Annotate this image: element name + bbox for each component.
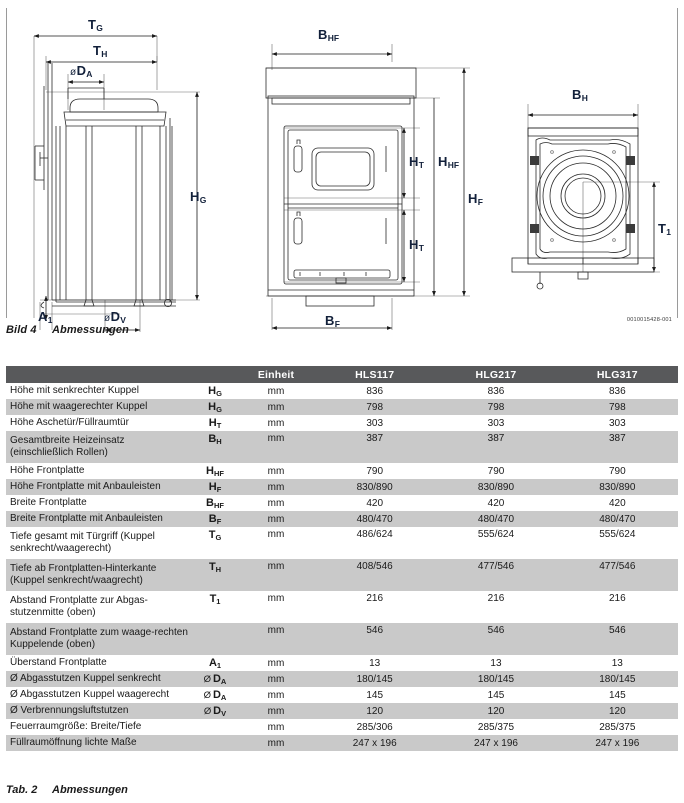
cell-symbol [192, 623, 238, 655]
cell-unit: mm [238, 527, 314, 559]
cell-description: Überstand Frontplatte [6, 655, 192, 671]
header-model-hlg317: HLG317 [557, 366, 678, 383]
cell-description: Abstand Frontplatte zum waage-rechten Kuppelende (oben) [6, 623, 192, 655]
cell-value-hls117: 387 [314, 431, 435, 463]
cell-description: Ø Verbrennungsluftstutzen [6, 703, 192, 719]
cell-symbol: $H_F$ [192, 479, 238, 495]
cell-value-hlg317: 145 [557, 687, 678, 703]
table-row [6, 431, 678, 463]
cell-value-hlg217: 145 [435, 687, 556, 703]
dim-label-bhf: $B_{HF}$ [318, 27, 340, 43]
cell-symbol: $T_1$ [192, 591, 238, 623]
table-caption-number: Tab. 2 [6, 784, 38, 796]
cell-value-hlg217: 477/546 [435, 559, 556, 591]
dim-label-bh: $B_H$ [572, 87, 588, 103]
cell-description: Ø Abgasstutzen Kuppel waagerecht [6, 687, 192, 703]
cell-value-hlg217: 285/375 [435, 719, 556, 735]
cell-value-hlg217: 830/890 [435, 479, 556, 495]
dim-label-hf: $H_F$ [468, 191, 483, 207]
cell-value-hlg317: 830/890 [557, 479, 678, 495]
cell-unit: mm [238, 559, 314, 591]
dim-label-hhf: $H_{HF}$ [438, 154, 460, 170]
table-body [6, 383, 678, 751]
table-row [6, 671, 678, 687]
table-caption [6, 784, 128, 796]
dim-label-ht-upper: $H_T$ [409, 154, 424, 170]
cell-value-hlg317: 247 x 196 [557, 735, 678, 751]
cell-value-hlg317: 836 [557, 383, 678, 399]
cell-unit: mm [238, 655, 314, 671]
technical-drawing-figure [0, 0, 684, 345]
cell-value-hlg317: 790 [557, 463, 678, 479]
figure-caption-number: Bild 4 [6, 324, 37, 336]
dim-label-a1: $A_1$ [38, 309, 53, 325]
cell-description: Abstand Frontplatte zur Abgas-stutzenmitte (oben) [6, 591, 192, 623]
cell-unit: mm [238, 415, 314, 431]
cell-value-hlg317: 216 [557, 591, 678, 623]
cell-description: Füllraumöffnung lichte Maße [6, 735, 192, 751]
cell-value-hls117: 836 [314, 383, 435, 399]
table-row [6, 399, 678, 415]
table-row [6, 735, 678, 751]
cell-unit: mm [238, 431, 314, 463]
cell-value-hls117: 120 [314, 703, 435, 719]
cell-symbol: Ø $D_A$ [192, 687, 238, 703]
cell-value-hlg217: 247 x 196 [435, 735, 556, 751]
table-row [6, 655, 678, 671]
cell-value-hls117: 285/306 [314, 719, 435, 735]
dim-label-hg: $H_G$ [190, 189, 207, 205]
table-row [6, 383, 678, 399]
cell-value-hls117: 303 [314, 415, 435, 431]
cell-value-hlg217: 303 [435, 415, 556, 431]
cell-description: Feuerraumgröße: Breite/Tiefe [6, 719, 192, 735]
dimensions-table [6, 366, 678, 751]
cell-symbol: $B_{HF}$ [192, 495, 238, 511]
dim-label-dv: $øD_V$ [104, 309, 126, 325]
cell-value-hlg217: 120 [435, 703, 556, 719]
cell-description: Tiefe ab Frontplatten-Hinterkante (Kuppel senkrecht/waagrecht) [6, 559, 192, 591]
cell-value-hlg317: 303 [557, 415, 678, 431]
drawing-code: 0010015428-001 [626, 317, 672, 323]
cell-description: Gesamtbreite Heizeinsatz (einschließlich Rollen) [6, 431, 192, 463]
cell-description: Höhe Frontplatte mit Anbauleisten [6, 479, 192, 495]
cell-value-hls117: 13 [314, 655, 435, 671]
cell-value-hlg217: 180/145 [435, 671, 556, 687]
cell-value-hls117: 420 [314, 495, 435, 511]
cell-value-hlg317: 120 [557, 703, 678, 719]
table-row [6, 479, 678, 495]
cell-symbol: $T_H$ [192, 559, 238, 591]
table-row [6, 415, 678, 431]
table-header-row [6, 366, 678, 383]
cell-value-hlg317: 477/546 [557, 559, 678, 591]
header-description [6, 366, 192, 383]
cell-value-hlg317: 546 [557, 623, 678, 655]
cell-value-hlg317: 480/470 [557, 511, 678, 527]
cell-description: Höhe Aschetür/Füllraumtür [6, 415, 192, 431]
cell-unit: mm [238, 687, 314, 703]
cell-value-hlg217: 798 [435, 399, 556, 415]
cell-symbol: $H_T$ [192, 415, 238, 431]
header-model-hlg217: HLG217 [435, 366, 556, 383]
cell-description: Höhe mit waagerechter Kuppel [6, 399, 192, 415]
cell-unit: mm [238, 591, 314, 623]
cell-value-hlg217: 555/624 [435, 527, 556, 559]
cell-unit: mm [238, 623, 314, 655]
cell-unit: mm [238, 735, 314, 751]
cell-description: Tiefe gesamt mit Türgriff (Kuppel senkrecht/waagerecht) [6, 527, 192, 559]
cell-description: Breite Frontplatte [6, 495, 192, 511]
cell-value-hls117: 798 [314, 399, 435, 415]
table-header [6, 366, 678, 383]
table-row [6, 527, 678, 559]
cell-description: Höhe Frontplatte [6, 463, 192, 479]
cell-symbol: Ø $D_V$ [192, 703, 238, 719]
table-row [6, 687, 678, 703]
cell-value-hlg317: 555/624 [557, 527, 678, 559]
figure-caption [6, 324, 129, 336]
table-row [6, 703, 678, 719]
cell-value-hls117: 480/470 [314, 511, 435, 527]
dim-label-tg: $T_G$ [88, 17, 103, 33]
cell-symbol: $B_H$ [192, 431, 238, 463]
table-row [6, 719, 678, 735]
cell-value-hls117: 830/890 [314, 479, 435, 495]
cell-symbol: $H_{HF}$ [192, 463, 238, 479]
table-row [6, 559, 678, 591]
cell-value-hls117: 546 [314, 623, 435, 655]
cell-description: Breite Frontplatte mit Anbauleisten [6, 511, 192, 527]
dimensions-table-wrapper [6, 366, 678, 751]
cell-value-hlg317: 798 [557, 399, 678, 415]
cell-symbol: Ø $D_A$ [192, 671, 238, 687]
cell-value-hlg217: 420 [435, 495, 556, 511]
cell-unit: mm [238, 703, 314, 719]
cell-unit: mm [238, 383, 314, 399]
cell-symbol: $T_G$ [192, 527, 238, 559]
table-row [6, 623, 678, 655]
cell-unit: mm [238, 671, 314, 687]
cell-unit: mm [238, 495, 314, 511]
header-model-hls117: HLS117 [314, 366, 435, 383]
cell-value-hls117: 216 [314, 591, 435, 623]
cell-value-hlg217: 790 [435, 463, 556, 479]
cell-description: Ø Abgasstutzen Kuppel senkrecht [6, 671, 192, 687]
table-row [6, 591, 678, 623]
header-unit: Einheit [238, 366, 314, 383]
table-caption-text: Abmessungen [52, 784, 128, 796]
figure-caption-text: Abmessungen [52, 324, 129, 336]
cell-value-hls117: 180/145 [314, 671, 435, 687]
cell-unit: mm [238, 399, 314, 415]
table-row [6, 511, 678, 527]
cell-symbol: $H_G$ [192, 399, 238, 415]
dim-label-ht-lower: $H_T$ [409, 237, 424, 253]
dim-label-da-left: $øD_A$ [70, 63, 93, 79]
cell-value-hlg317: 387 [557, 431, 678, 463]
cell-symbol: $H_G$ [192, 383, 238, 399]
cell-value-hlg317: 180/145 [557, 671, 678, 687]
header-symbol [192, 366, 238, 383]
cell-unit: mm [238, 511, 314, 527]
cell-unit: mm [238, 463, 314, 479]
table-row [6, 495, 678, 511]
cell-unit: mm [238, 479, 314, 495]
cell-symbol [192, 719, 238, 735]
cell-description: Höhe mit senkrechter Kuppel [6, 383, 192, 399]
cell-symbol [192, 735, 238, 751]
table-row [6, 463, 678, 479]
dim-label-th: $T_H$ [93, 43, 108, 59]
dim-label-t1: $T_1$ [658, 221, 671, 237]
cell-unit: mm [238, 719, 314, 735]
cell-value-hls117: 790 [314, 463, 435, 479]
cell-value-hlg217: 387 [435, 431, 556, 463]
cell-value-hlg217: 480/470 [435, 511, 556, 527]
cell-symbol: $A_1$ [192, 655, 238, 671]
cell-value-hls117: 145 [314, 687, 435, 703]
cell-value-hlg317: 285/375 [557, 719, 678, 735]
cell-symbol: $B_F$ [192, 511, 238, 527]
cell-value-hlg217: 13 [435, 655, 556, 671]
cell-value-hlg317: 420 [557, 495, 678, 511]
cell-value-hlg217: 546 [435, 623, 556, 655]
cell-value-hls117: 408/546 [314, 559, 435, 591]
cell-value-hls117: 486/624 [314, 527, 435, 559]
cell-value-hlg217: 216 [435, 591, 556, 623]
cell-value-hlg217: 836 [435, 383, 556, 399]
dim-label-bf: $B_F$ [325, 313, 340, 329]
cell-value-hls117: 247 x 196 [314, 735, 435, 751]
cell-value-hlg317: 13 [557, 655, 678, 671]
